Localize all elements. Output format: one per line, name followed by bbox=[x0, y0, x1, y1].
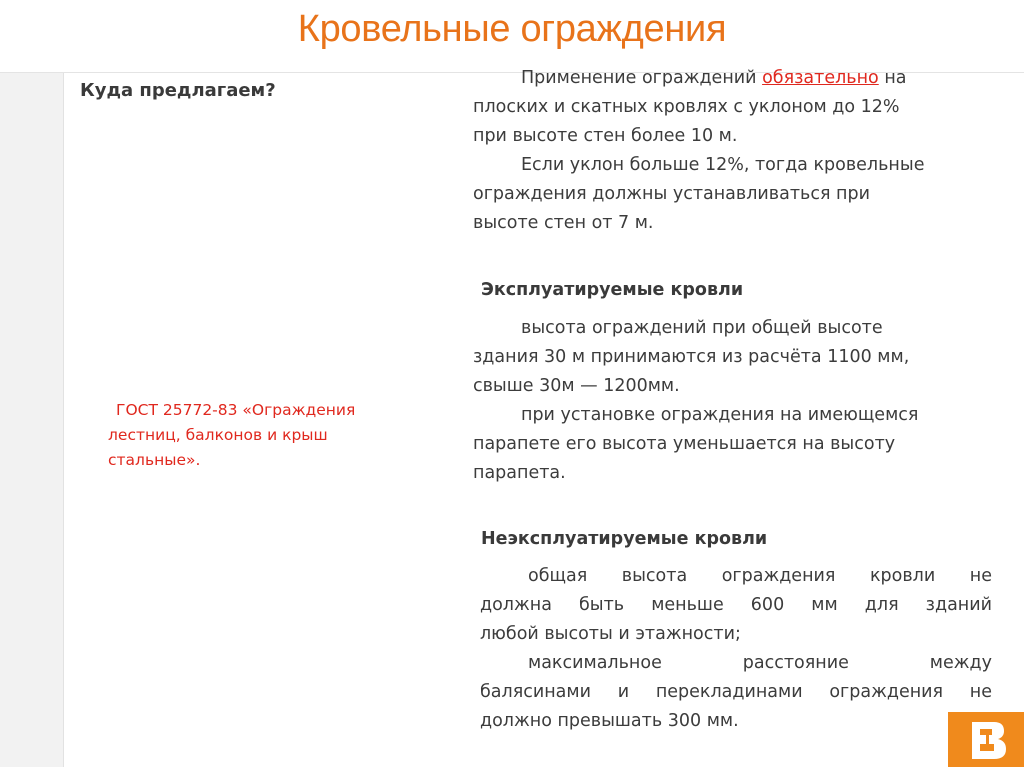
exploited-line: здания 30 м принимаются из расчёта 1100 мм, bbox=[473, 347, 910, 367]
intro-line: при высоте стен более 10 м. bbox=[473, 126, 738, 146]
exploited-line: парапета. bbox=[473, 463, 566, 483]
intro-line: Если уклон больше 12%, тогда кровельные bbox=[521, 155, 925, 175]
non-exploited-line: балясинами и перекладинами ограждения не bbox=[480, 682, 992, 702]
intro-text: Применение ограждений bbox=[521, 68, 763, 88]
exploited-paragraph bbox=[473, 314, 993, 488]
page-title: Кровельные ограждения bbox=[297, 8, 727, 50]
non-exploited-line: должна быть меньше 600 мм для зданий bbox=[480, 595, 992, 615]
intro-line: плоских и скатных кровлях с уклоном до 12% bbox=[473, 97, 900, 117]
exploited-line: высота ограждений при общей высоте bbox=[521, 318, 883, 338]
exploited-line: парапете его высота уменьшается на высоту bbox=[473, 434, 896, 454]
left-heading: Куда предлагаем? bbox=[80, 80, 276, 101]
gost-line: ГОСТ 25772-83 «Ограждения bbox=[116, 401, 356, 419]
gost-line: стальные». bbox=[108, 451, 201, 469]
non-exploited-line: любой высоты и этажности; bbox=[480, 624, 741, 644]
intro-line: ограждения должны устанавливаться при bbox=[473, 184, 870, 204]
brand-logo-icon bbox=[948, 712, 1024, 767]
exploited-line: свыше 30м — 1200мм. bbox=[473, 376, 680, 396]
mandatory-emphasis: обязательно bbox=[762, 68, 879, 88]
gost-reference bbox=[108, 398, 408, 473]
non-exploited-line: должно превышать 300 мм. bbox=[480, 711, 739, 731]
non-exploited-paragraph bbox=[480, 562, 992, 736]
intro-paragraph bbox=[473, 64, 993, 238]
left-side-strip bbox=[0, 73, 64, 767]
non-exploited-line: максимальное расстояние между bbox=[528, 653, 992, 673]
gost-line: лестниц, балконов и крыш bbox=[108, 426, 328, 444]
intro-line: высоте стен от 7 м. bbox=[473, 213, 654, 233]
exploited-line: при установке ограждения на имеющемся bbox=[521, 405, 919, 425]
non-exploited-roofs-heading: Неэксплуатируемые кровли bbox=[481, 529, 768, 549]
intro-text: на bbox=[878, 68, 907, 88]
intro-line bbox=[473, 64, 993, 93]
exploited-roofs-heading: Эксплуатируемые кровли bbox=[481, 280, 744, 300]
non-exploited-line: общая высота ограждения кровли не bbox=[528, 566, 992, 586]
